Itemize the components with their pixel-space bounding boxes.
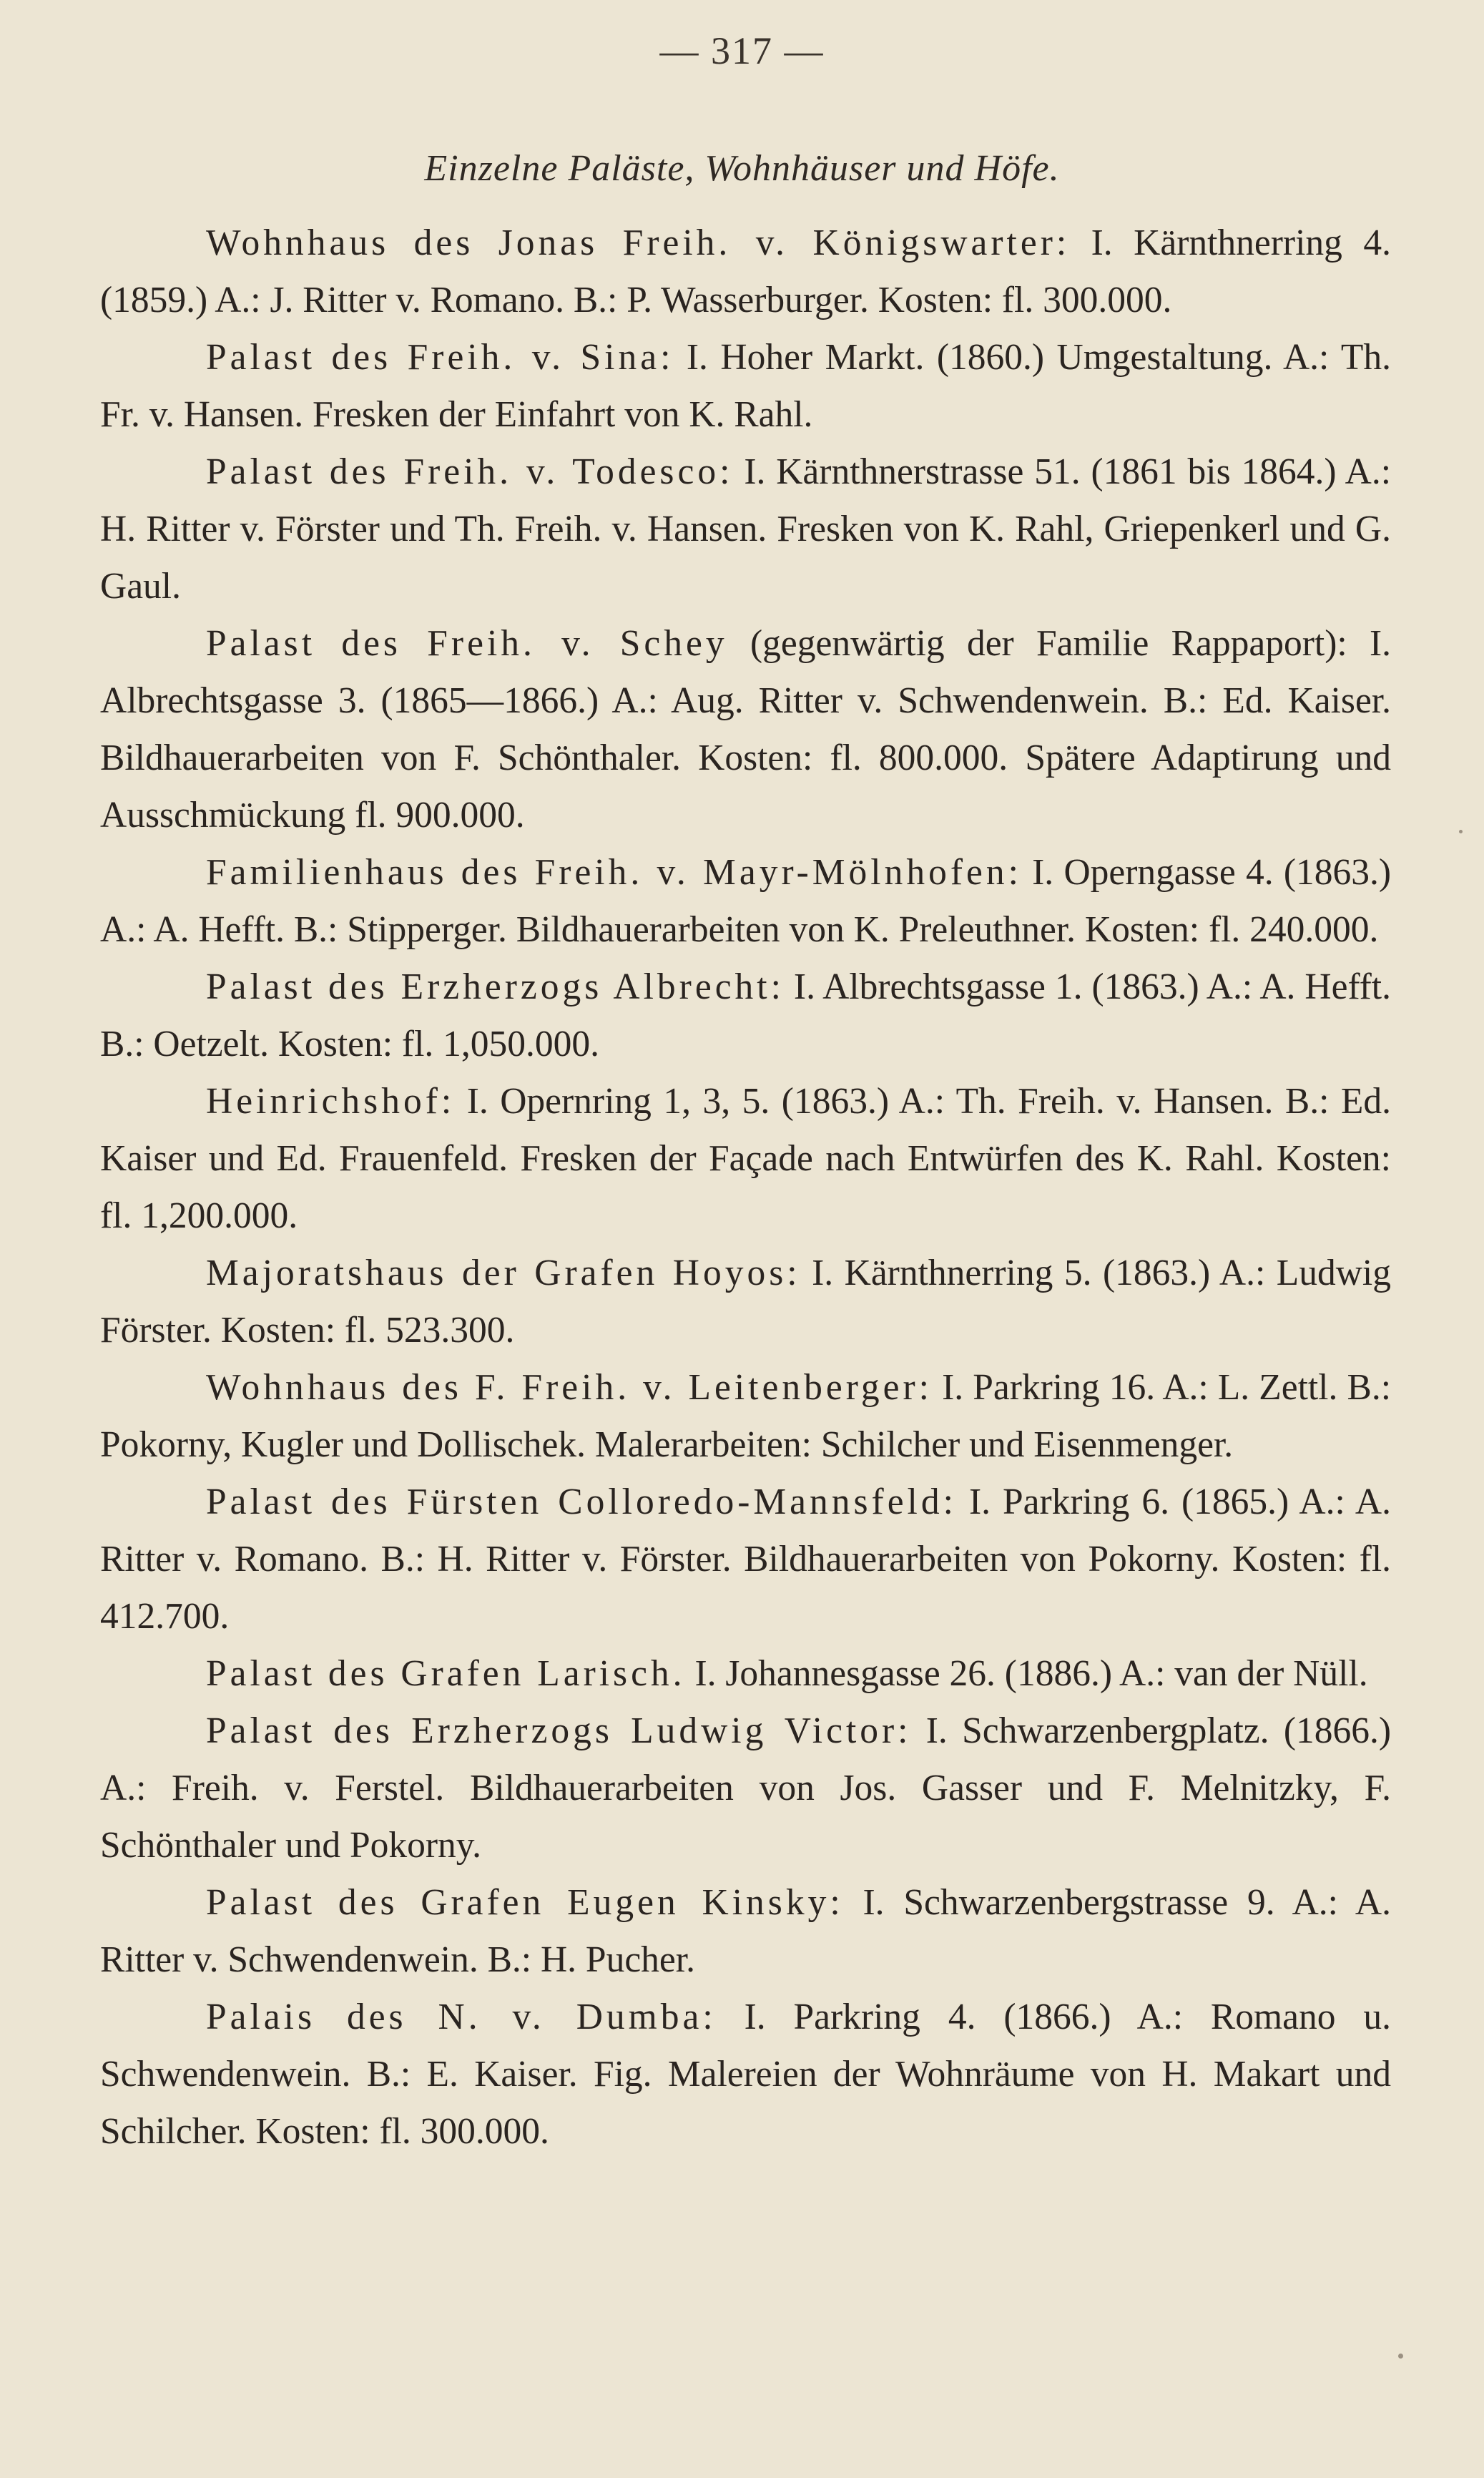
entry-text: I. Kärnthnerring 5. (1863.) A.: Ludwig Förster. Kosten: fl. 523.300. [100, 1253, 1391, 1351]
entry-todesco [100, 444, 1391, 615]
entry-name: Familienhaus des Freih. v. Mayr-Mölnhofen: [206, 852, 1022, 893]
entry-sina [100, 329, 1391, 444]
entry-name: Wohnhaus des Jonas Freih. v. Königswarter: [206, 222, 1071, 263]
entry-text: I. Schwarzenbergstrasse 9. A.: A. Ritter v. Schwendenwein. B.: H. Pucher. [100, 1882, 1392, 1980]
entry-koenigswarter [100, 215, 1391, 329]
entry-name: Palast des Freih. v. Sina: [206, 337, 674, 378]
entry-name: Palais des N. v. Dumba: [206, 1997, 717, 2037]
entry-name: Palast des Grafen Eugen Kinsky: [206, 1882, 844, 1923]
entry-list [100, 215, 1391, 2160]
entry-name: Palast des Freih. v. Schey [206, 623, 728, 664]
entry-text: I. Hoher Markt. (1860.) Umgestaltung. A.: Th. Fr. v. Hansen. Fresken der Einfahrt von K. Rahl. [100, 337, 1391, 435]
section-heading: Einzelne Paläste, Wohnhäuser und Höfe. [424, 148, 1060, 189]
entry-text: I. Albrechtsgasse 1. (1863.) A.: A. Hefft. B.: Oetzelt. Kosten: fl. 1,050.000. [100, 966, 1391, 1064]
entry-colloredo-mannsfeld [100, 1474, 1391, 1645]
entry-name: Wohnhaus des F. Freih. v. Leitenberger: [206, 1367, 933, 1408]
entry-name: Palast des Erzherzogs Albrecht: [206, 966, 785, 1007]
entry-name: Heinrichshof: [206, 1081, 456, 1122]
entry-leitenberger [100, 1359, 1391, 1474]
entry-name: Majoratshaus der Grafen Hoyos: [206, 1253, 801, 1293]
entry-mayr-moelnhofen [100, 844, 1391, 959]
paper-speck [1398, 2354, 1403, 2359]
entry-text: I. Johannesgasse 26. (1886.) A.: van der Nüll. [694, 1653, 1368, 1694]
entry-text: (gegenwärtig der Familie Rappaport): I. Albrechtsgasse 3. (1865—1866.) A.: Aug. Ritter v. Schwendenwein. B.: Ed. Kaiser. Bildhauerarbeiten von F. Schönthaler. Kosten: fl. 800.000. Spätere Adaptirung und Ausschmückung fl. 900.000. [100, 623, 1391, 836]
paper-speck [1459, 830, 1463, 833]
entry-hoyos [100, 1245, 1391, 1359]
entry-name: Palast des Grafen Larisch. [206, 1653, 686, 1694]
entry-text: I. Kärnthnerstrasse 51. (1861 bis 1864.) A.: H. Ritter v. Förster und Th. Freih. v. Hansen. Fresken von K. Rahl, Griepenkerl und G. Gaul. [100, 451, 1392, 607]
entry-dumba [100, 1989, 1391, 2160]
entry-name: Palast des Fürsten Colloredo-Mannsfeld: [206, 1482, 957, 1522]
entry-text: I. Parkring 6. (1865.) A.: A. Ritter v. Romano. B.: H. Ritter v. Förster. Bildhauerarbeiten von Pokorny. Kosten: fl. 412.700. [100, 1482, 1391, 1637]
entry-kinsky [100, 1874, 1391, 1989]
entry-text: I. Operngasse 4. (1863.) A.: A. Hefft. B.: Stipperger. Bildhauerarbeiten von K. Preleuthner. Kosten: fl. 240.000. [100, 852, 1392, 950]
entry-text: I. Parkring 16. A.: L. Zettl. B.: Pokorny, Kugler und Dollischek. Malerarbeiten: Schilcher und Eisenmenger. [100, 1367, 1392, 1465]
entry-text: I. Parkring 4. (1866.) A.: Romano u. Schwendenwein. B.: E. Kaiser. Fig. Malereien der Wohnräume von H. Makart und Schilcher. Kosten: fl. 300.000. [100, 1997, 1392, 2152]
page-number: — 317 — [659, 29, 825, 72]
entry-ludwig-victor [100, 1703, 1391, 1874]
entry-larisch [100, 1645, 1391, 1703]
entry-text: I. Schwarzenbergplatz. (1866.) A.: Freih. v. Ferstel. Bildhauerarbeiten von Jos. Gasser und F. Melnitzky, F. Schönthaler und Pokorny. [100, 1710, 1391, 1866]
entry-name: Palast des Erzherzogs Ludwig Victor: [206, 1710, 912, 1751]
entry-text: I. Opernring 1, 3, 5. (1863.) A.: Th. Freih. v. Hansen. B.: Ed. Kaiser und Ed. Frauenfeld. Fresken der Façade nach Entwürfen des K. Rahl. Kosten: fl. 1,200.000. [100, 1081, 1391, 1236]
entry-schey [100, 615, 1391, 844]
entry-text: I. Kärnthnerring 4. (1859.) A.: J. Ritter v. Romano. B.: P. Wasserburger. Kosten: fl. 300.000. [100, 222, 1392, 320]
entry-name: Palast des Freih. v. Todesco: [206, 451, 734, 492]
entry-heinrichshof [100, 1073, 1391, 1245]
entry-erzherzog-albrecht [100, 959, 1391, 1073]
